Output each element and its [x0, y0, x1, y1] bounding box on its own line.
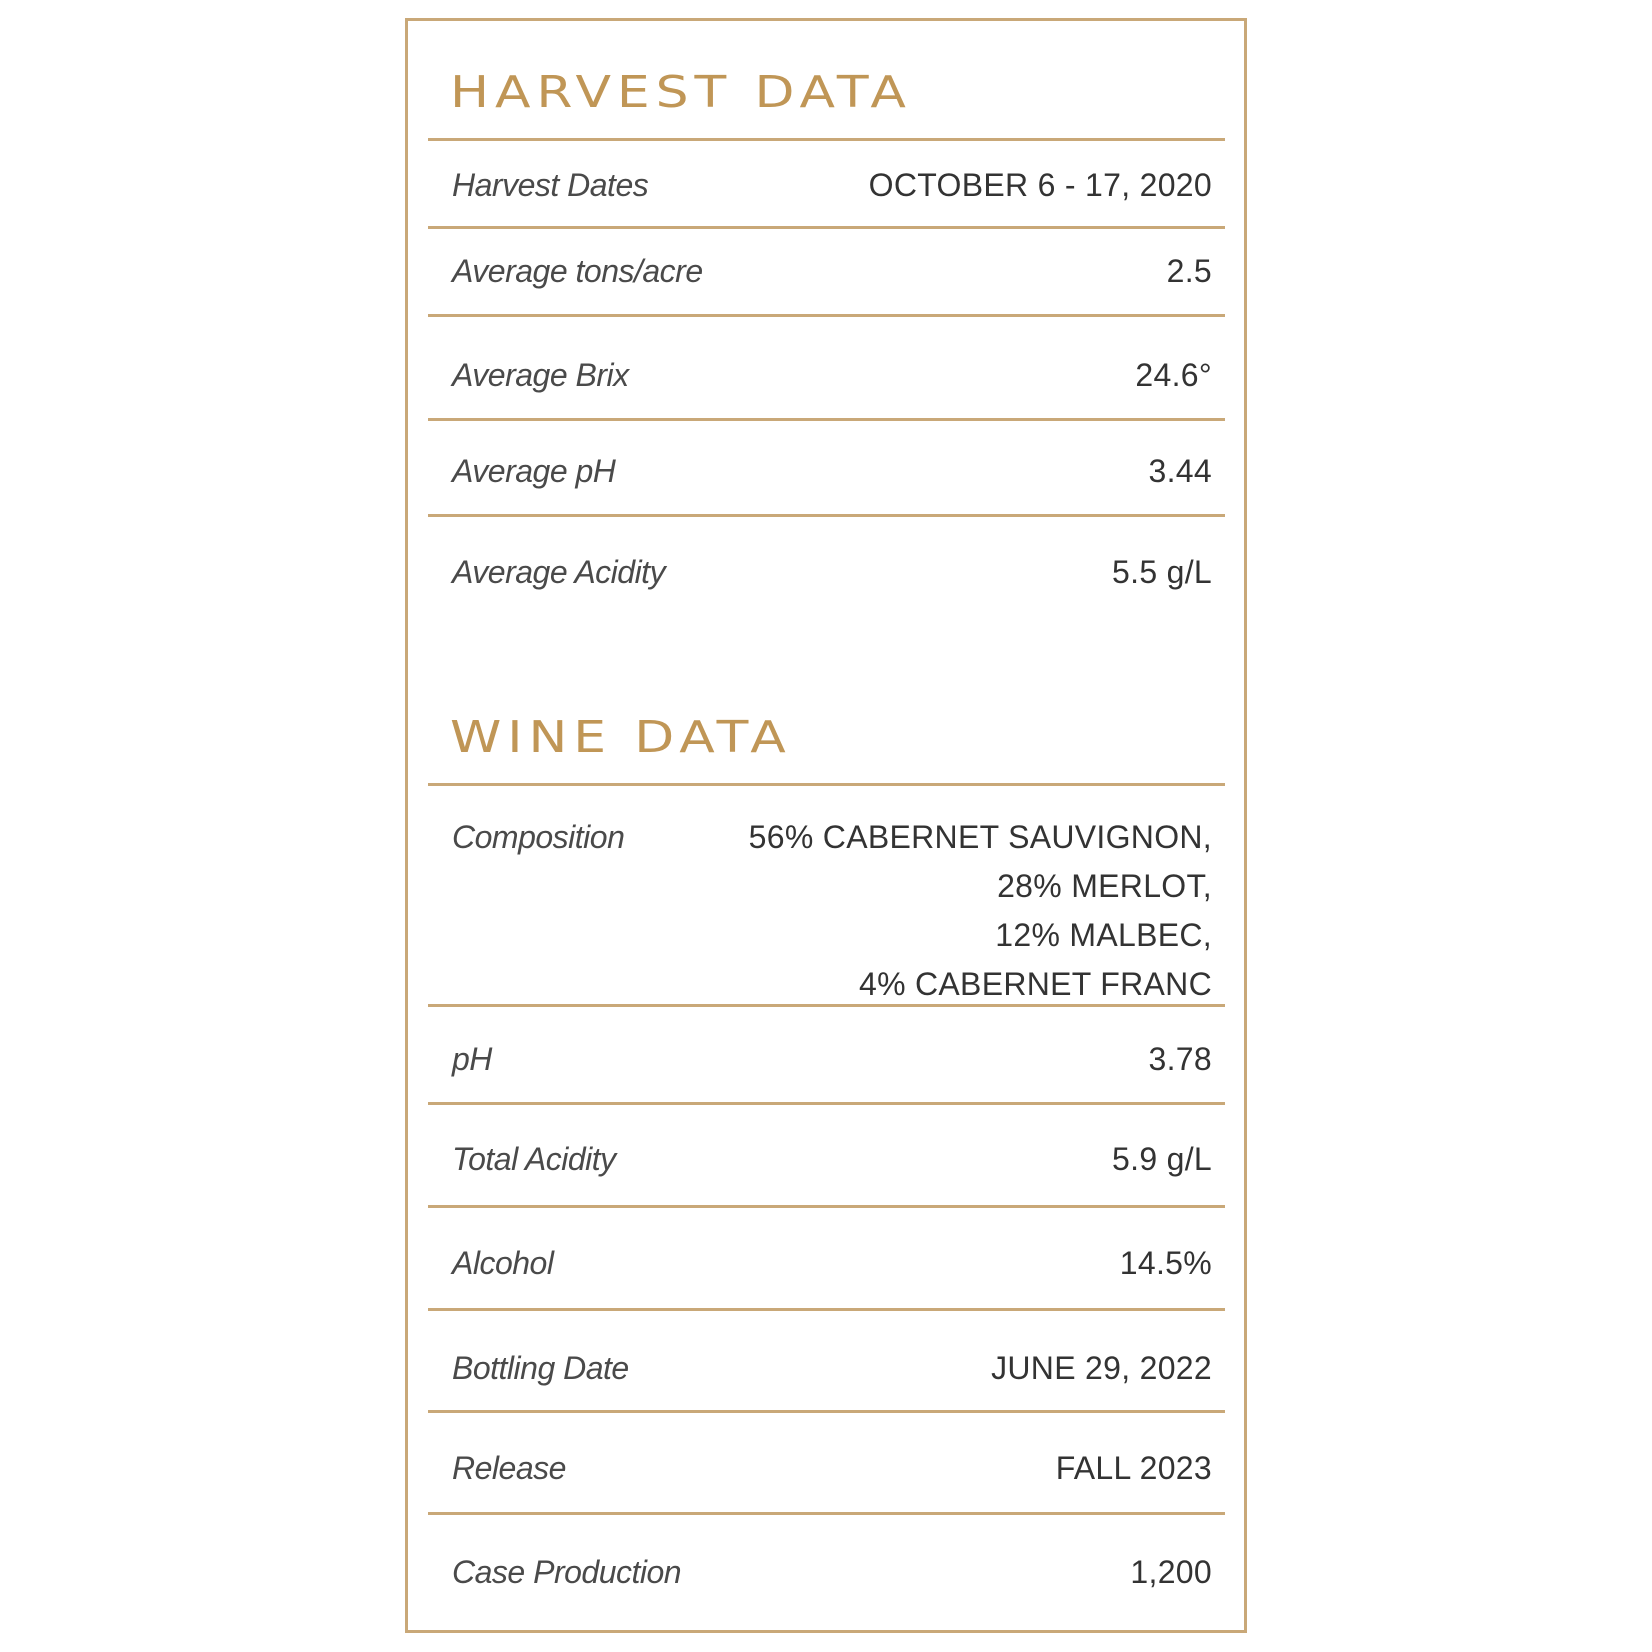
- row-value: 3.78: [1148, 1041, 1212, 1077]
- composition-line: 28% MERLOT,: [997, 868, 1212, 904]
- harvest-data-title: HARVEST DATA: [450, 67, 912, 118]
- row-value: 1,200: [1130, 1554, 1212, 1590]
- row-value: 14.5%: [1119, 1245, 1212, 1281]
- row-value: 2.5: [1166, 253, 1212, 289]
- row-value: 5.9 g/L: [1112, 1141, 1212, 1177]
- wine-row-ph: [452, 1035, 1212, 1084]
- harvest-row-acidity: [452, 548, 1212, 597]
- composition-line: 4% CABERNET FRANC: [858, 966, 1212, 1002]
- row-label: Total Acidity: [452, 1141, 616, 1177]
- wine-row-alcohol: [452, 1239, 1212, 1288]
- row-label: Alcohol: [452, 1245, 554, 1281]
- harvest-row-brix: [452, 351, 1212, 400]
- wine-row-total-acidity: [452, 1135, 1212, 1184]
- divider: [428, 1102, 1225, 1105]
- wine-data-title: WINE DATA: [450, 712, 792, 763]
- divider: [428, 418, 1225, 421]
- composition-values: [749, 813, 1212, 1009]
- row-label: pH: [452, 1041, 492, 1077]
- wine-row-release: [452, 1444, 1212, 1493]
- row-label: Release: [452, 1450, 566, 1486]
- divider: [428, 1308, 1225, 1311]
- divider: [428, 1205, 1225, 1208]
- harvest-row-ph: [452, 447, 1212, 496]
- divider: [428, 514, 1225, 517]
- row-label: Average pH: [452, 453, 616, 489]
- harvest-row-tons-acre: [452, 247, 1212, 296]
- wine-row-bottling-date: [452, 1344, 1212, 1393]
- row-value: 24.6°: [1135, 357, 1212, 393]
- row-value: JUNE 29, 2022: [991, 1350, 1212, 1386]
- row-label: Bottling Date: [452, 1350, 629, 1386]
- divider: [428, 226, 1225, 229]
- divider: [428, 1004, 1225, 1007]
- row-value: OCTOBER 6 - 17, 2020: [868, 167, 1212, 203]
- row-value: 5.5 g/L: [1112, 554, 1212, 590]
- harvest-row-dates: [452, 161, 1212, 210]
- row-label: Harvest Dates: [452, 167, 649, 203]
- row-label: Average Acidity: [452, 554, 666, 590]
- wine-row-composition: [452, 813, 1212, 1009]
- wine-row-case-production: [452, 1548, 1212, 1597]
- row-value: FALL 2023: [1055, 1450, 1212, 1486]
- row-label: Average tons/acre: [452, 253, 703, 289]
- row-label: Average Brix: [452, 357, 629, 393]
- composition-line: 56% CABERNET SAUVIGNON,: [748, 819, 1212, 855]
- divider: [428, 138, 1225, 141]
- divider: [428, 1512, 1225, 1515]
- row-value: 3.44: [1148, 453, 1212, 489]
- row-label: Composition: [452, 819, 625, 855]
- row-label: Case Production: [452, 1554, 682, 1590]
- composition-line: 12% MALBEC,: [995, 917, 1212, 953]
- divider: [428, 314, 1225, 317]
- data-card: [405, 18, 1247, 1633]
- divider: [428, 783, 1225, 786]
- divider: [428, 1410, 1225, 1413]
